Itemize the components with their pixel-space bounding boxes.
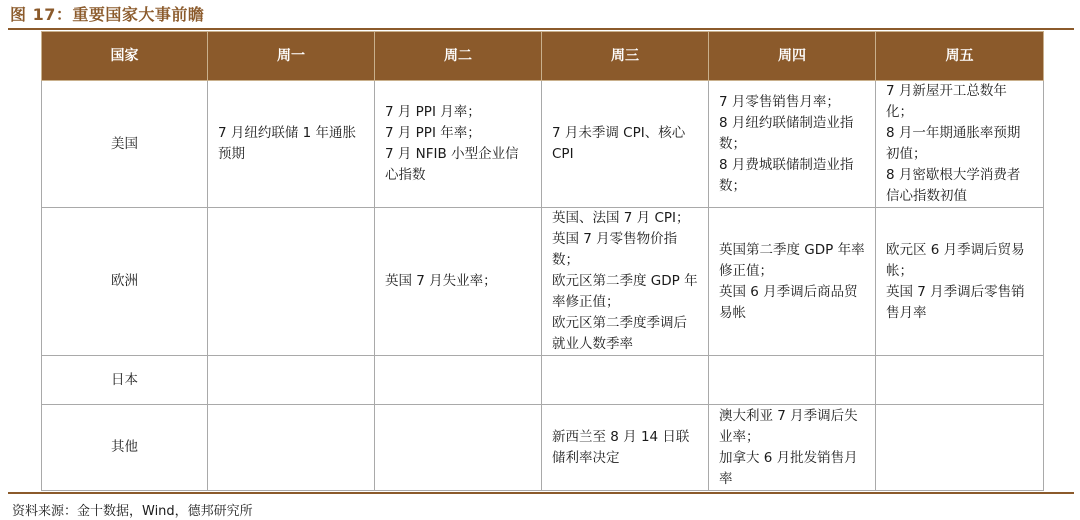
row-japan — [42, 356, 1044, 405]
event-cell — [375, 405, 542, 491]
country-cell: 欧洲 — [42, 208, 208, 356]
event-line: 欧元区第二季度 GDP 年率修正值； — [552, 273, 698, 310]
source-note: 资料来源：金十数据，Wind，德邦研究所 — [12, 504, 253, 519]
event-cell — [542, 208, 709, 356]
figure-title: 图 17：重要国家大事前瞻 — [10, 5, 205, 24]
event-line: 7 月 PPI 年率； — [385, 125, 481, 141]
event-line: 英国 7 月失业率； — [385, 273, 497, 289]
event-line: 8 月费城联储制造业指数； — [719, 156, 854, 194]
event-line: 澳大利亚 7 月季调后失业率； — [719, 407, 858, 445]
event-line: 欧元区 6 月季调后贸易帐； — [886, 241, 1025, 279]
event-cell — [542, 356, 709, 405]
event-cell — [542, 81, 709, 208]
country-cell: 其他 — [42, 405, 208, 491]
event-line: 7 月纽约联储 1 年通胀预期 — [218, 125, 357, 162]
row-europe — [42, 208, 1044, 356]
event-line: 英国、法国 7 月 CPI； — [552, 210, 690, 226]
bottom-divider — [8, 492, 1074, 494]
event-line: 7 月 PPI 月率； — [385, 104, 481, 120]
header-thursday: 周四 — [709, 32, 876, 81]
event-line: 英国 7 月季调后零售销售月率 — [886, 283, 1025, 321]
event-line: 7 月新屋开工总数年化； — [886, 83, 1007, 120]
header-tuesday: 周二 — [375, 32, 542, 81]
header-friday: 周五 — [876, 32, 1044, 81]
event-cell — [709, 356, 876, 405]
event-line: 英国第二季度 GDP 年率修正值； — [719, 241, 865, 279]
event-line: 英国 6 月季调后商品贸易帐 — [719, 283, 858, 321]
event-cell — [208, 208, 375, 356]
event-line: 7 月零售销售月率； — [719, 93, 840, 110]
header-wednesday: 周三 — [542, 32, 709, 81]
event-cell — [709, 81, 876, 208]
event-line: 加拿大 6 月批发销售月率 — [719, 449, 858, 487]
country-cell: 日本 — [42, 356, 208, 405]
event-cell — [375, 208, 542, 356]
event-line: 8 月密歇根大学消费者信心指数初值 — [886, 167, 1021, 204]
event-cell — [876, 405, 1044, 491]
event-cell — [542, 405, 709, 491]
event-line: 8 月一年期通胀率预期初值； — [886, 125, 1021, 162]
events-table — [41, 31, 1044, 491]
row-others — [42, 405, 1044, 491]
header-monday: 周一 — [208, 32, 375, 81]
title-divider — [8, 28, 1074, 30]
event-line: 英国 7 月零售物价指数； — [552, 231, 678, 268]
country-cell: 美国 — [42, 81, 208, 208]
event-line: 新西兰至 8 月 14 日联储利率决定 — [552, 428, 690, 466]
row-usa — [42, 81, 1044, 208]
event-line: 欧元区第二季度季调后就业人数季率 — [552, 315, 687, 352]
event-cell — [709, 405, 876, 491]
event-cell — [876, 356, 1044, 405]
event-cell — [208, 356, 375, 405]
event-cell — [375, 356, 542, 405]
event-cell — [876, 81, 1044, 208]
event-cell — [208, 81, 375, 208]
event-line: 7 月 NFIB 小型企业信心指数 — [385, 146, 519, 183]
event-cell — [208, 405, 375, 491]
event-line: 7 月未季调 CPI、核心 CPI — [552, 125, 686, 162]
event-cell — [709, 208, 876, 356]
header-country: 国家 — [42, 32, 208, 81]
event-cell — [375, 81, 542, 208]
event-line: 8 月纽约联储制造业指数； — [719, 114, 854, 152]
header-row — [42, 32, 1044, 81]
event-cell — [876, 208, 1044, 356]
